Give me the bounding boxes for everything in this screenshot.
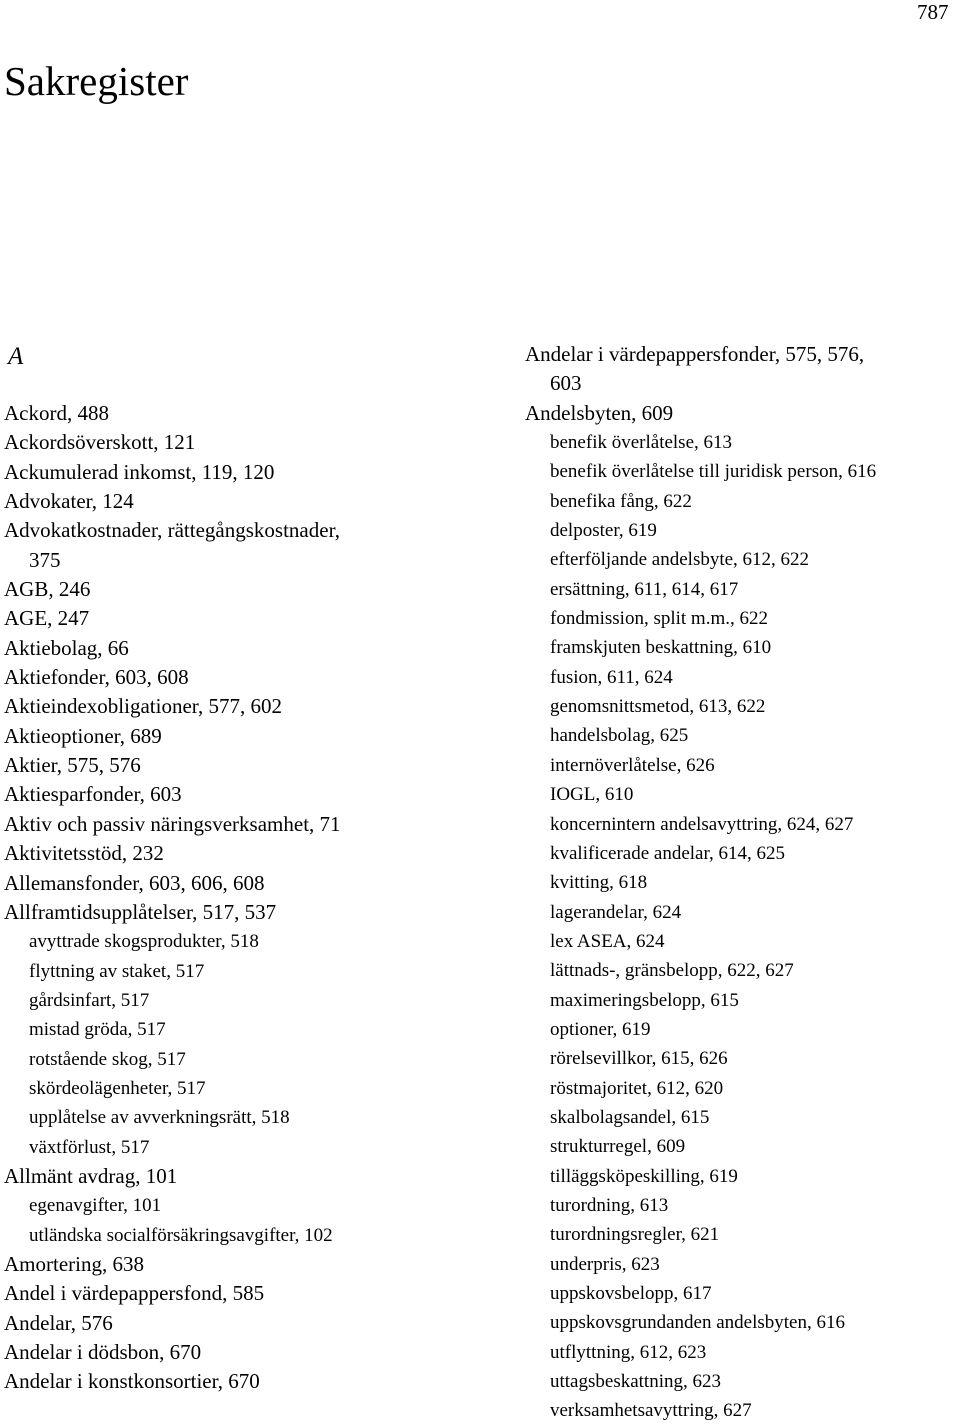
index-subentry: rotstående skog, 517 — [29, 1048, 186, 1070]
index-entry: AGB, 246 — [4, 577, 91, 602]
index-subentry: rörelsevillkor, 615, 626 — [550, 1048, 728, 1070]
index-subentry: delposter, 619 — [550, 520, 657, 542]
index-subentry: röstmajoritet, 612, 620 — [550, 1077, 724, 1099]
index-subentry: lagerandelar, 624 — [550, 901, 682, 923]
index-entry: Aktiesparfonder, 603 — [4, 782, 182, 807]
index-subentry: framskjuten beskattning, 610 — [550, 637, 772, 659]
index-entry: Allemansfonder, 603, 606, 608 — [4, 870, 265, 895]
index-entry: Aktiefonder, 603, 608 — [4, 665, 189, 690]
index-subentry: optioner, 619 — [550, 1018, 651, 1040]
index-subentry: strukturregel, 609 — [550, 1136, 686, 1158]
index-subentry: gårdsinfart, 517 — [29, 989, 150, 1011]
index-subentry: benefika fång, 622 — [550, 490, 692, 512]
index-entry: Andelar i värdepappersfonder, 575, 576, — [525, 342, 865, 366]
index-entry: Allframtidsupplåtelser, 517, 537 — [4, 899, 277, 924]
index-subentry: handelsbolag, 625 — [550, 725, 689, 747]
index-subentry: uttagsbeskattning, 623 — [550, 1371, 721, 1393]
index-subentry: turordning, 613 — [550, 1194, 669, 1216]
index-subentry: ersättning, 611, 614, 617 — [550, 578, 739, 600]
index-subentry: internöverlåtelse, 626 — [550, 754, 715, 776]
index-entry: Advokater, 124 — [4, 489, 134, 514]
index-subentry: underpris, 623 — [550, 1253, 660, 1275]
index-subentry: kvalificerade andelar, 614, 625 — [550, 842, 786, 864]
index-subentry: utflyttning, 612, 623 — [550, 1341, 707, 1363]
index-subentry: mistad gröda, 517 — [29, 1019, 166, 1041]
index-entry: Aktiebolag, 66 — [4, 635, 129, 660]
section-letter: A — [8, 343, 24, 370]
index-subentry: lättnads-, gränsbelopp, 622, 627 — [550, 960, 794, 982]
index-subentry: utländska socialförsäkringsavgifter, 102 — [29, 1224, 333, 1246]
index-entry: Advokatkostnader, rättegångskostnader, — [4, 518, 340, 543]
index-entry: Ackord, 488 — [4, 401, 109, 425]
index-entry: Ackumulerad inkomst, 119, 120 — [4, 459, 275, 484]
index-subentry: genomsnittsmetod, 613, 622 — [550, 696, 766, 718]
index-entry: Andelar i konstkonsortier, 670 — [4, 1369, 260, 1394]
index-entry: 603 — [550, 371, 582, 396]
index-subentry: koncernintern andelsavyttring, 624, 627 — [550, 813, 854, 835]
index-entry-list-right — [525, 340, 876, 1426]
index-subentry: uppskovsbelopp, 617 — [550, 1283, 712, 1304]
index-subentry: fondmission, split m.m., 622 — [550, 608, 768, 630]
index-subentry: kvitting, 618 — [550, 872, 648, 894]
index-subentry: lex ASEA, 624 — [550, 930, 665, 952]
index-subentry: maximeringsbelopp, 615 — [550, 989, 739, 1011]
index-entry: Andelar, 576 — [4, 1310, 113, 1335]
index-entry: Amortering, 638 — [4, 1251, 144, 1276]
index-entry: Aktieoptioner, 689 — [4, 723, 162, 748]
index-entry: 375 — [29, 547, 61, 572]
index-subentry: växtförlust, 517 — [29, 1136, 150, 1158]
index-subentry: fusion, 611, 624 — [550, 666, 673, 688]
index-entry: Ackordsöverskott, 121 — [4, 430, 196, 455]
page-title: Sakregister — [4, 58, 189, 104]
index-entry: Aktier, 575, 576 — [4, 753, 141, 778]
index-subentry: IOGL, 610 — [550, 784, 634, 806]
index-subentry: turordningsregler, 621 — [550, 1224, 720, 1246]
index-subentry: upplåtelse av avverkningsrätt, 518 — [29, 1107, 290, 1129]
index-entry: Andelar i dödsbon, 670 — [4, 1340, 202, 1364]
index-subentry: benefik överlåtelse till juridisk person, 616 — [550, 461, 877, 483]
index-entry: Aktiv och passiv näringsverksamhet, 71 — [4, 811, 341, 836]
index-subentry: tilläggsköpeskilling, 619 — [550, 1165, 738, 1187]
index-entry: Andel i värdepappersfond, 585 — [4, 1281, 265, 1306]
index-subentry: skalbolagsandel, 615 — [550, 1106, 710, 1128]
index-entry: AGE, 247 — [4, 606, 90, 631]
index-subentry: uppskovsgrundanden andelsbyten, 616 — [550, 1312, 845, 1334]
page-number: 787 — [917, 0, 949, 24]
index-subentry: benefik överlåtelse, 613 — [550, 432, 733, 454]
index-subentry: avyttrade skogsprodukter, 518 — [29, 931, 259, 953]
index-subentry: flyttning av staket, 517 — [29, 960, 205, 982]
index-entry: Aktieindexobligationer, 577, 602 — [4, 694, 282, 719]
index-entry: Aktivitetsstöd, 232 — [4, 841, 164, 866]
index-entry-list-left — [4, 399, 341, 1397]
index-subentry: egenavgifter, 101 — [29, 1195, 162, 1217]
index-entry: Allmänt avdrag, 101 — [4, 1163, 178, 1188]
index-subentry: efterföljande andelsbyte, 612, 622 — [550, 549, 810, 571]
index-entry: Andelsbyten, 609 — [525, 400, 674, 425]
index-subentry: skördeolägenheter, 517 — [29, 1077, 206, 1099]
index-subentry: verksamhetsavyttring, 627 — [550, 1400, 752, 1422]
